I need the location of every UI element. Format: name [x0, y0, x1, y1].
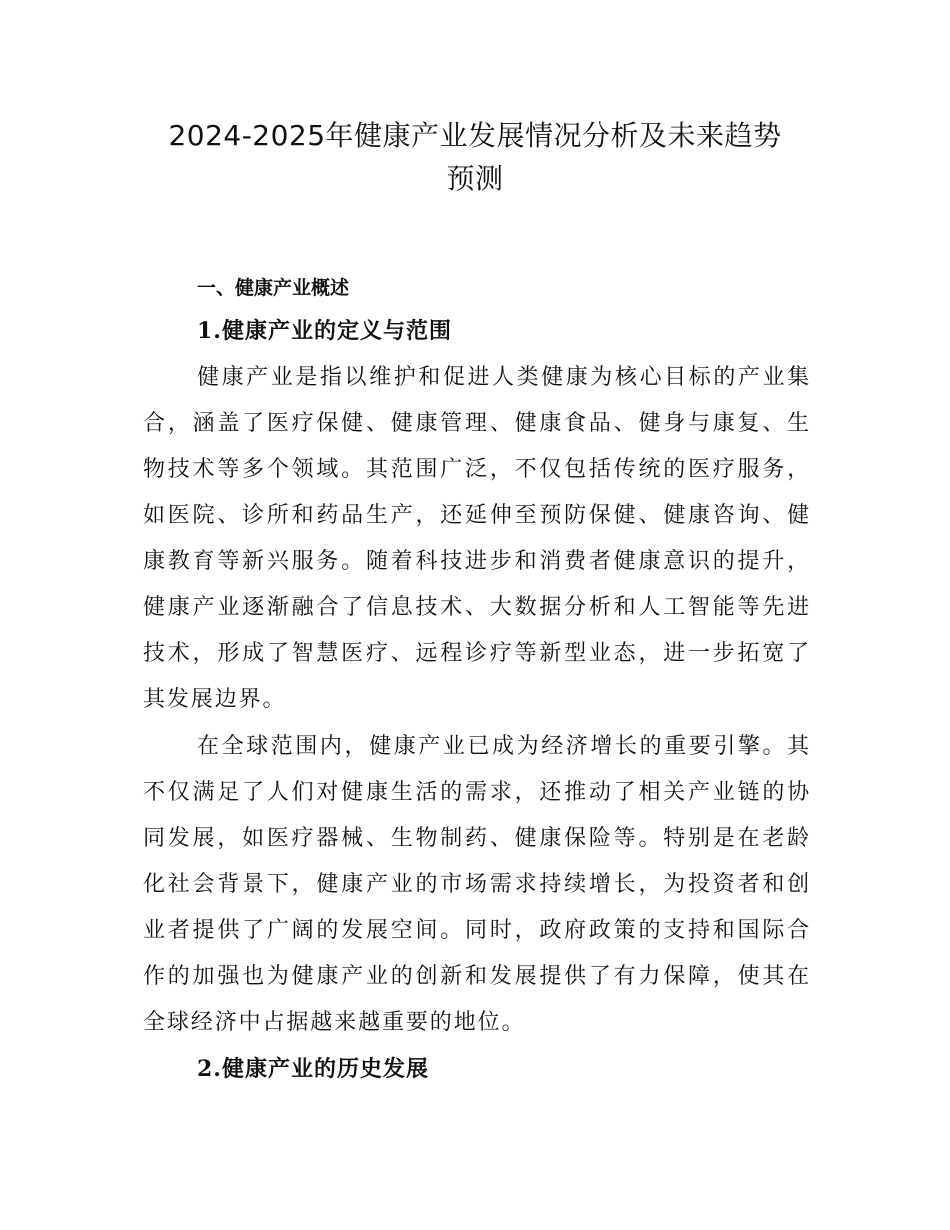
- document-title-line-1: 2024-2025年健康产业发展情况分析及未来趋势: [168, 119, 782, 152]
- paragraph-global: 在全球范围内，健康产业已成为经济增长的重要引擎。其不仅满足了人们对健康生活的需求，还推动了相关产业链的协同发展，如医疗器械、生物制药、健康保险等。特别是在老龄化社会背景下，健康产业的市场需求持续增长，为投资者和创业者提供了广阔的发展空间。同时，政府政策的支持和国际合作的加强也为健康产业的创新和发展提供了有力保障，使其在全球经济中占据越来越重要的地位。: [143, 734, 811, 1035]
- document-title-line-2: 预测: [446, 162, 504, 195]
- subsection-heading-definition: 1.健康产业的定义与范围: [197, 318, 452, 344]
- section-heading: 一、健康产业概述: [197, 277, 350, 299]
- paragraph-definition: 健康产业是指以维护和促进人类健康为核心目标的产业集合，涵盖了医疗保健、健康管理、健康食品、健身与康复、生物技术等多个领域。其范围广泛，不仅包括传统的医疗服务，如医院、诊所和药品生产，还延伸至预防保健、健康咨询、健康教育等新兴服务。随着科技进步和消费者健康意识的提升，健康产业逐渐融合了信息技术、大数据分析和人工智能等先进技术，形成了智慧医疗、远程诊疗等新型业态，进一步拓宽了其发展边界。: [143, 365, 811, 712]
- subsection-heading-history: 2.健康产业的历史发展: [197, 1056, 429, 1082]
